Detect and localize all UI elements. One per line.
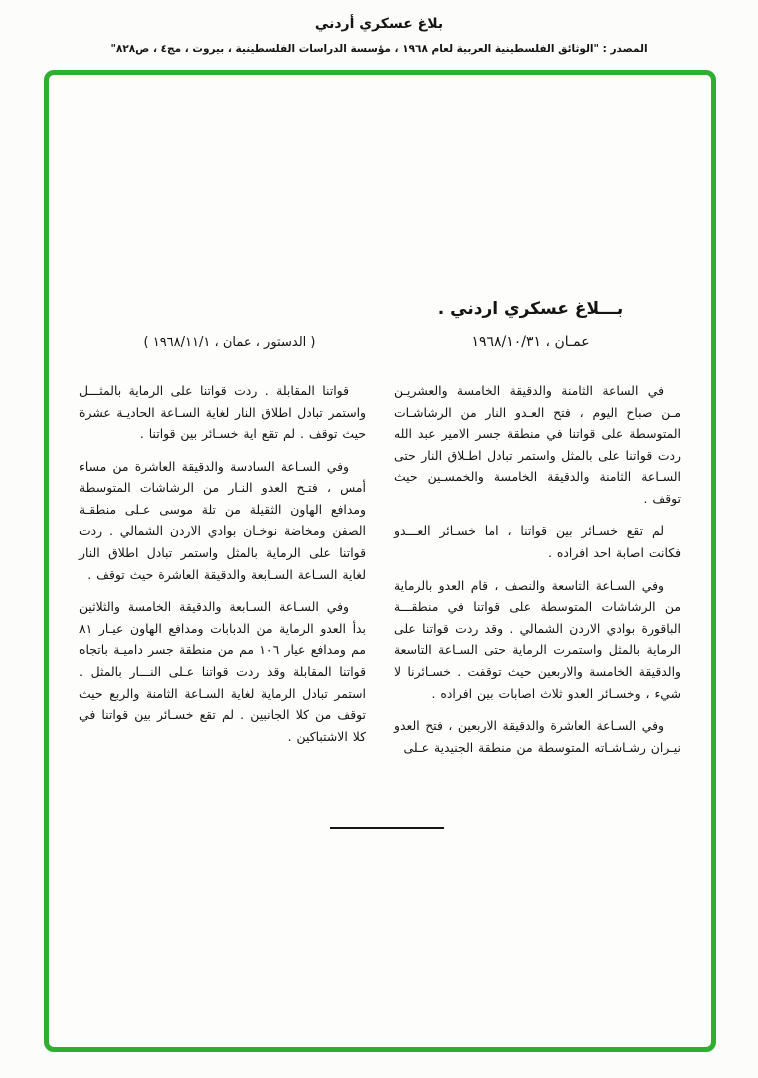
communique-head (49, 299, 711, 350)
paragraph: وفي السـاعة العاشرة والدقيقة الاربعين ، فتح العدو نيـران رشـاشـاته المتوسطة من منطقة الجنيدية عـلى (394, 718, 681, 755)
green-border-frame (44, 70, 716, 1052)
paragraph: قواتنا المقابلة . ردت قواتنا على الرماية بالمثـــل واستمر تبادل اطلاق النار لغاية السـاعة الحاديـة عشرة حيث توقف . لم تقع اية خسـائر بين قواتنا . (79, 383, 366, 442)
paragraph: وفي السـاعة السـابعة والدقيقة الخامسة والثلاثين بدأ العدو الرماية من الدبابات ومدافع الهاون عيـار ٨١ مم ومدافع عيار ١٠٦ مم من منطقة جسر داميـة باتجاه قواتنا المقابلة وقد ردت قواتنا عـلى النـــار بالمثل . استمر تبادل الرماية لغاية السـاعة الثامنة والربع حيث توقف من كلا الجانبين . لم تقع خسـائر بين قواتنا في كلا الاشتباكين . (79, 599, 366, 744)
document-header (0, 16, 758, 55)
communique-title: بـــلاغ عسكري اردني . (437, 299, 624, 319)
body-columns (49, 380, 711, 769)
column-right (394, 380, 681, 769)
paragraph: في الساعة الثامنة والدقيقة الخامسة والعشريـن مـن صباح اليوم ، فتح العـدو النار من الرشاشـات المتوسطة على قواتنا في منطقة جسر الامير عبد الله ردت قواتنا على بالمثل واستمر تبادل اطـلاق النار حتى السـاعة الثامنة والدقيقة الخامسة والخمسـين حيث توقف . (394, 383, 681, 506)
paragraph: وفي السـاعة السادسة والدقيقة العاشرة من مساء أمس ، فتـح العدو النـار من الرشاشات المتوسطة ومدافع الهاون الثقيلة من تلة موسى عـلى منطقـة الصفن ومخاضة نوخـان بوادي الاردن الشمالي . ردت قواتنا على الرماية بالمثل واستمر تبادل اطلاق النار لغاية السـاعة السـابعة والدقيقة العاشرة حيث توقف . (79, 458, 366, 582)
newspaper-citation: ( الدستور ، عمان ، ١٩٦٨/١١/١ ) (143, 335, 316, 350)
paragraph: لم تقع خسـائر بين قواتنا ، اما خسـائر العـــدو فكانت اصابة احد افراده . (394, 523, 681, 561)
source-citation-line: المصدر : "الوثائق الفلسطينية العربية لعام ١٩٦٨ ، مؤسسة الدراسات الفلسطينية ، بيروت ، مج٤ ، ص٨٢٨" (110, 43, 648, 55)
head-right-block (380, 299, 681, 350)
column-left (79, 380, 366, 769)
end-divider-rule (330, 827, 444, 829)
paragraph: وفي السـاعة التاسعة والنصف ، قام العدو بالرماية من الرشاشات المتوسطة على قواتنا في منطقـــة الباقورة بوادي الاردن الشمالي . وقد ردت قواتنا على الرماية بالمثل واستمرت الرماية حتى السـاعة التاسعة والدقيقة الخامسة والاربعين حيث توقفت . خسـائرنا لا شيء ، وخسـائر العدو ثلاث اصابات بين افراده . (394, 577, 681, 701)
head-left-block (79, 335, 380, 350)
dateline-place-date: عمـان ، ١٩٦٨/١٠/٣١ (471, 334, 590, 350)
header-title: بلاغ عسكري أردني (314, 16, 444, 32)
